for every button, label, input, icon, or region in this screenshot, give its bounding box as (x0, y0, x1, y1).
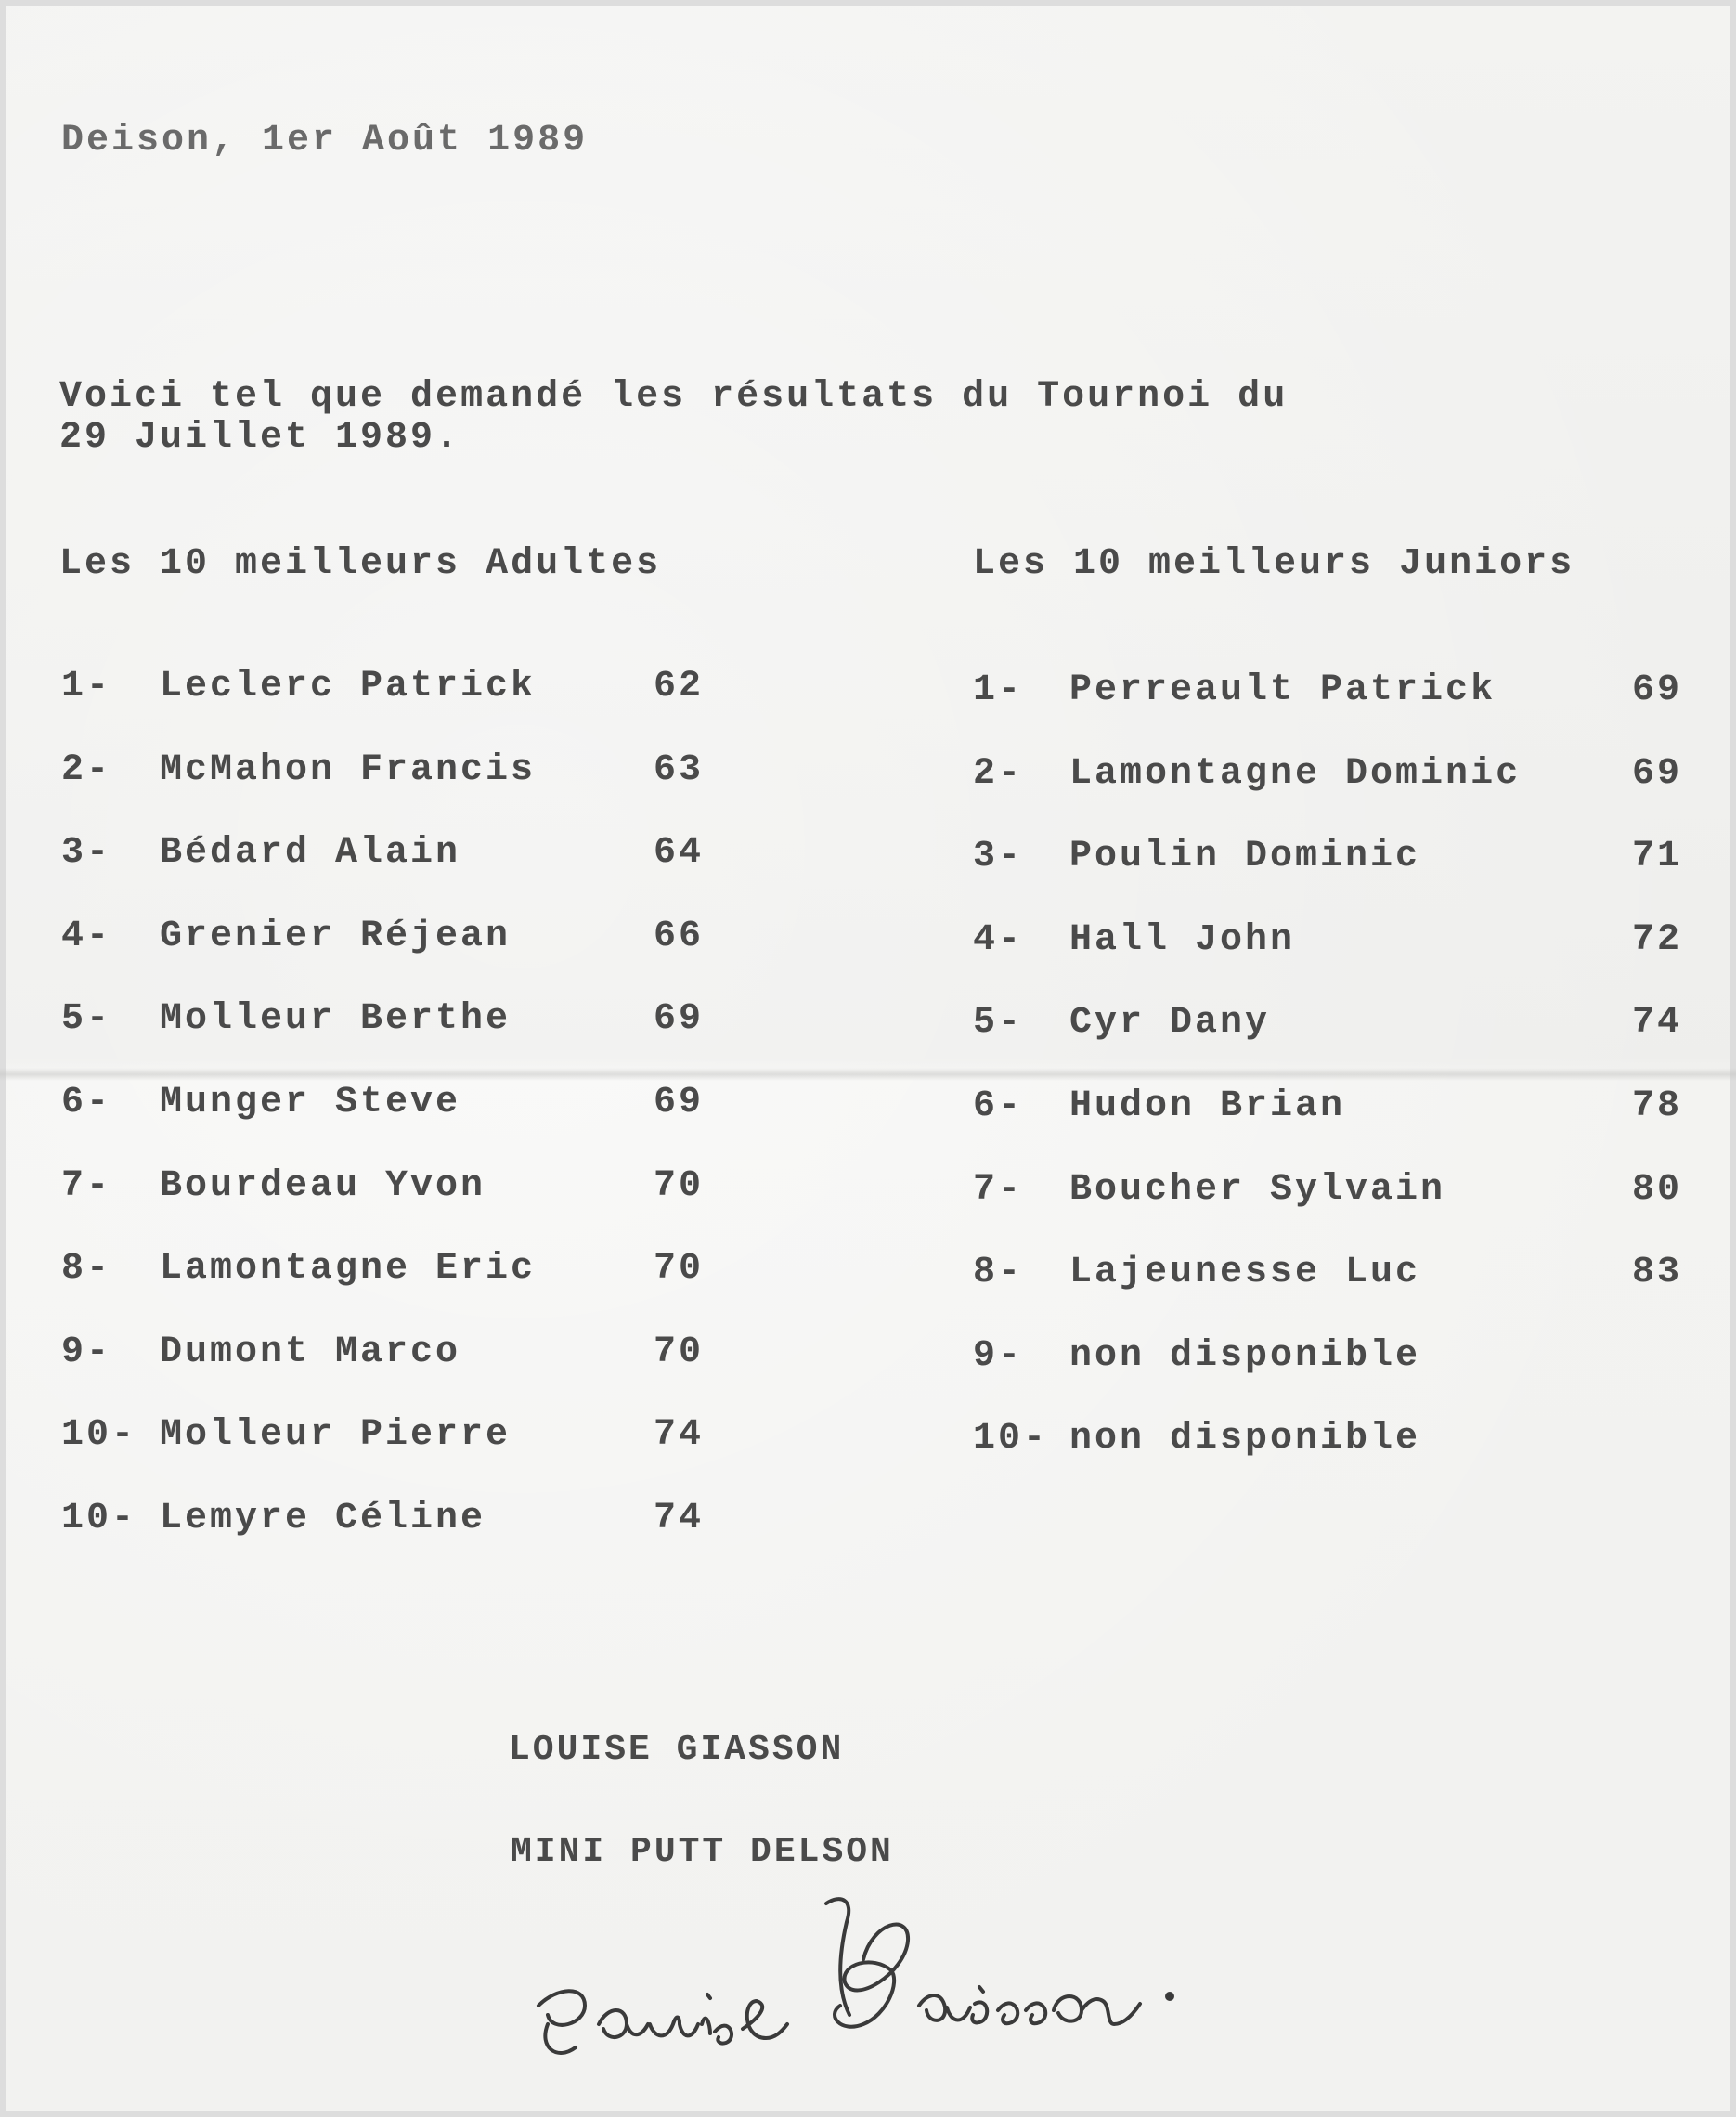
junior-score: 72 (1632, 918, 1683, 961)
junior-score: 69 (1632, 669, 1683, 711)
adult-score: 62 (654, 666, 705, 708)
letter-date: Deison, 1er Août 1989 (61, 120, 589, 162)
adult-rank: 8- (61, 1248, 112, 1291)
junior-player-name: Boucher Sylvain (1069, 1168, 1446, 1211)
junior-player-name: Cyr Dany (1069, 1002, 1271, 1045)
junior-rank: 2- (973, 752, 1024, 795)
junior-rank: 7- (973, 1168, 1024, 1211)
adult-rank: 4- (61, 915, 112, 957)
adult-player-name: Lemyre Céline (160, 1498, 486, 1539)
adult-rank: 3- (61, 832, 112, 875)
adult-score: 70 (654, 1164, 705, 1207)
adult-player-name: Molleur Berthe (160, 998, 512, 1041)
adult-player-name: Munger Steve (160, 1082, 461, 1123)
junior-rank: 8- (973, 1252, 1024, 1294)
junior-rank: 6- (973, 1085, 1024, 1127)
adult-player-name: Lamontagne Eric (160, 1248, 537, 1291)
junior-player-name: Perreault Patrick (1069, 669, 1496, 711)
adult-score: 66 (654, 915, 705, 957)
junior-player-name: Poulin Dominic (1069, 836, 1421, 878)
adult-player-name: Grenier Réjean (160, 915, 512, 957)
adult-rank: 1- (61, 666, 112, 708)
adult-score: 70 (654, 1248, 705, 1291)
adult-player-name: Leclerc Patrick (160, 666, 537, 708)
junior-player-name: Hall John (1069, 918, 1296, 961)
adult-score: 69 (654, 1082, 705, 1123)
adult-rank: 2- (61, 748, 112, 791)
junior-rank: 9- (973, 1334, 1024, 1377)
adult-player-name: Molleur Pierre (160, 1414, 512, 1457)
adult-player-name: Bourdeau Yvon (160, 1164, 486, 1207)
junior-rank: 3- (973, 836, 1024, 878)
junior-player-name: Lamontagne Dominic (1069, 752, 1522, 795)
juniors-heading: Les 10 meilleurs Juniors (973, 543, 1575, 585)
adult-score: 70 (654, 1331, 705, 1373)
junior-rank: 4- (973, 918, 1024, 961)
paper-fold (0, 1068, 1736, 1081)
handwritten-signature (520, 1885, 1355, 2098)
junior-score: 83 (1632, 1252, 1683, 1294)
adult-score: 69 (654, 998, 705, 1041)
junior-player-name: Hudon Brian (1069, 1085, 1346, 1127)
adult-rank: 6- (61, 1082, 112, 1123)
junior-rank: 5- (973, 1002, 1024, 1045)
junior-score: 74 (1632, 1002, 1683, 1045)
adult-rank: 9- (61, 1331, 112, 1373)
junior-rank: 1- (973, 669, 1024, 711)
adult-rank: 7- (61, 1164, 112, 1207)
junior-score: 78 (1632, 1085, 1683, 1127)
adults-heading: Les 10 meilleurs Adultes (59, 543, 662, 585)
junior-score: 80 (1632, 1168, 1683, 1211)
adult-player-name: Dumont Marco (160, 1331, 461, 1373)
junior-score: 69 (1632, 752, 1683, 795)
adult-player-name: McMahon Francis (160, 748, 537, 791)
adult-score: 63 (654, 748, 705, 791)
adult-rank: 10- (61, 1498, 137, 1539)
signatory-organization: MINI PUTT DELSON (511, 1832, 894, 1872)
adult-rank: 5- (61, 998, 112, 1041)
adult-score: 64 (654, 832, 705, 875)
junior-player-name: non disponible (1069, 1334, 1421, 1377)
adult-score: 74 (654, 1498, 705, 1539)
junior-score: 71 (1632, 836, 1683, 878)
intro-line-2: 29 Juillet 1989. (59, 417, 461, 459)
signatory-name: LOUISE GIASSON (509, 1730, 845, 1770)
adult-score: 74 (654, 1414, 705, 1457)
junior-player-name: non disponible (1069, 1418, 1421, 1461)
junior-rank: 10- (973, 1418, 1049, 1461)
adult-rank: 10- (61, 1414, 137, 1457)
intro-line-1: Voici tel que demandé les résultats du Tournoi du (59, 376, 1289, 418)
adult-player-name: Bédard Alain (160, 832, 461, 875)
junior-player-name: Lajeunesse Luc (1069, 1252, 1421, 1294)
